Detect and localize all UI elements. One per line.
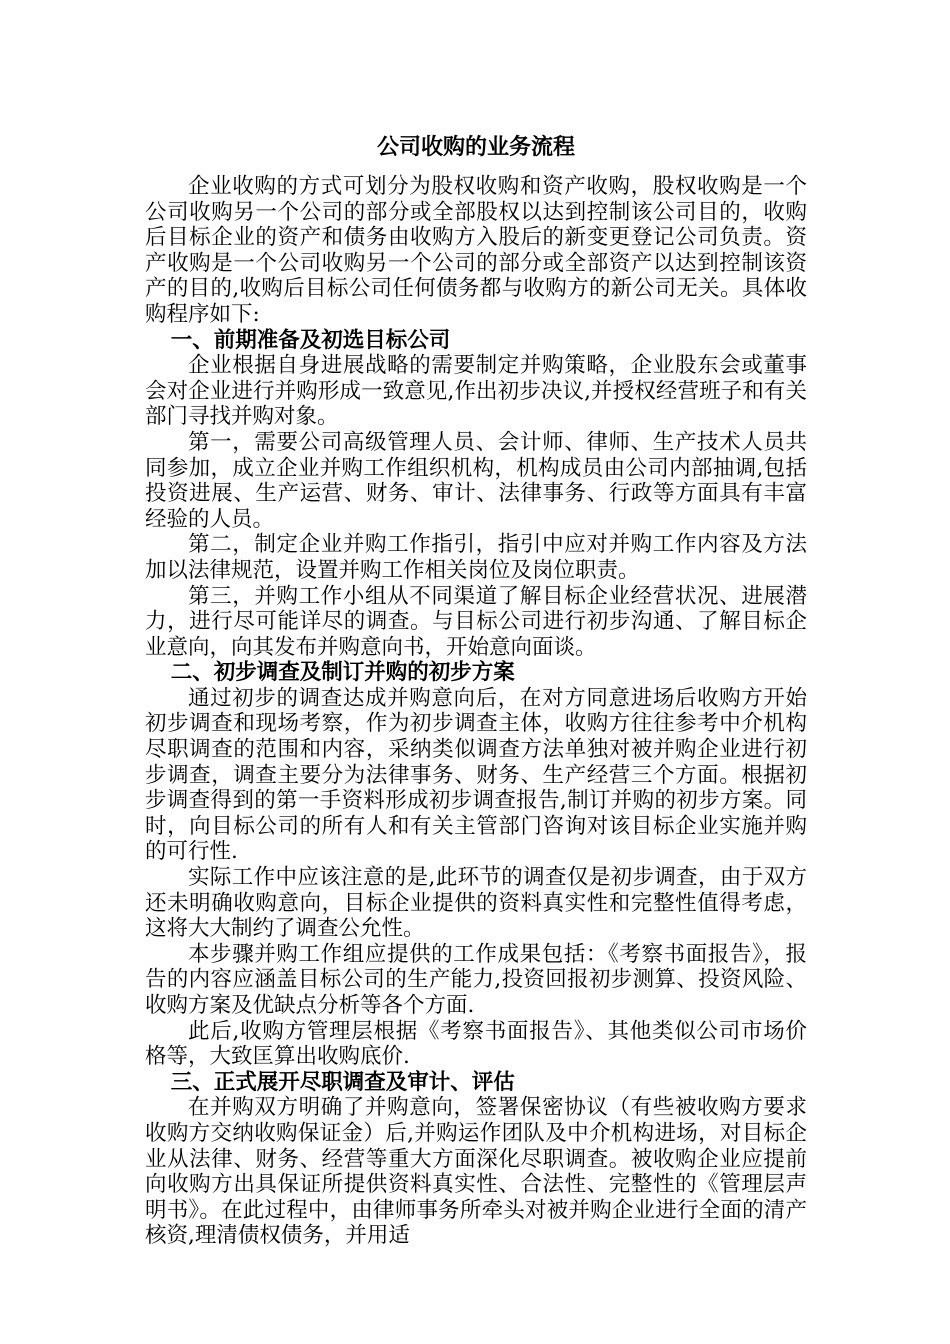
paragraph: 在并购双方明确了并购意向，签署保密协议（有些被收购方要求收购方交纳收购保证金）后,并购运作团队及中介机构进场，对目标企业从法律、财务、经营等重大方面深化尽职调查。被收购企业应提前向收购方出具保证所提供资料真实性、合法性、完整性的《管理层声明书》。在此过程中，由律师事务所牵头对被并购企业进行全面的清产核资,理清债权债务，并用适 <box>145 1095 807 1249</box>
paragraph: 企业根据自身进展战略的需要制定并购策略，企业股东会或董事会对企业进行并购形成一致意见,作出初步决议,并授权经营班子和有关部门寻找并购对象。 <box>145 353 807 430</box>
paragraph: 本步骤并购工作组应提供的工作成果包括：《考察书面报告》，报告的内容应涵盖目标公司的生产能力,投资回报初步测算、投资风险、收购方案及优缺点分析等各个方面. <box>145 941 807 1018</box>
paragraph: 第二，制定企业并购工作指引，指引中应对并购工作内容及方法加以法律规范，设置并购工作相关岗位及岗位职责。 <box>145 532 807 583</box>
section-heading-1: 一、前期准备及初选目标公司 <box>170 327 451 353</box>
paragraph: 此后,收购方管理层根据《考察书面报告》、其他类似公司市场价格等，大致匡算出收购底价. <box>145 1018 807 1070</box>
document-page <box>145 128 807 1249</box>
paragraph: 实际工作中应该注意的是,此环节的调查仅是初步调查，由于双方还未明确收购意向，目标企业提供的资料真实性和完整性值得考虑，这将大大制约了调查公允性。 <box>145 865 807 942</box>
document-title: 公司收购的业务流程 <box>376 134 575 160</box>
paragraph: 通过初步的调查达成并购意向后，在对方同意进场后收购方开始初步调查和现场考察，作为初步调查主体，收购方往往参考中介机构尽职调查的范围和内容，采纳类似调查方法单独对被并购企业进行初步调查，调查主要分为法律事务、财务、生产经营三个方面。根据初步调查得到的第一手资料形成初步调查报告,制订并购的初步方案。同时，向目标公司的所有人和有关主管部门咨询对该目标企业实施并购的可行性. <box>145 685 807 865</box>
paragraph: 第三，并购工作小组从不同渠道了解目标企业经营状况、进展潜力，进行尽可能详尽的调查。与目标公司进行初步沟通、了解目标企业意向，向其发布并购意向书，开始意向面谈。 <box>145 583 807 660</box>
section-heading-2: 二、初步调查及制订并购的初步方案 <box>170 660 515 686</box>
section-heading-3: 三、正式展开尽职调查及审计、评估 <box>170 1069 515 1095</box>
intro-paragraph: 企业收购的方式可划分为股权收购和资产收购，股权收购是一个公司收购另一个公司的部分或全部股权以达到控制该公司目的，收购后目标企业的资产和债务由收购方入股后的新变更登记公司负责。资产收购是一个公司收购另一个公司的部分或全部资产以达到控制该资产的目的,收购后目标公司任何债务都与收购方的新公司无关。具体收购程序如下: <box>145 174 807 327</box>
paragraph: 第一，需要公司高级管理人员、会计师、律师、生产技术人员共同参加，成立企业并购工作组织机构，机构成员由公司内部抽调,包括投资进展、生产运营、财务、审计、法律事务、行政等方面具有丰富经验的人员。 <box>145 429 807 532</box>
